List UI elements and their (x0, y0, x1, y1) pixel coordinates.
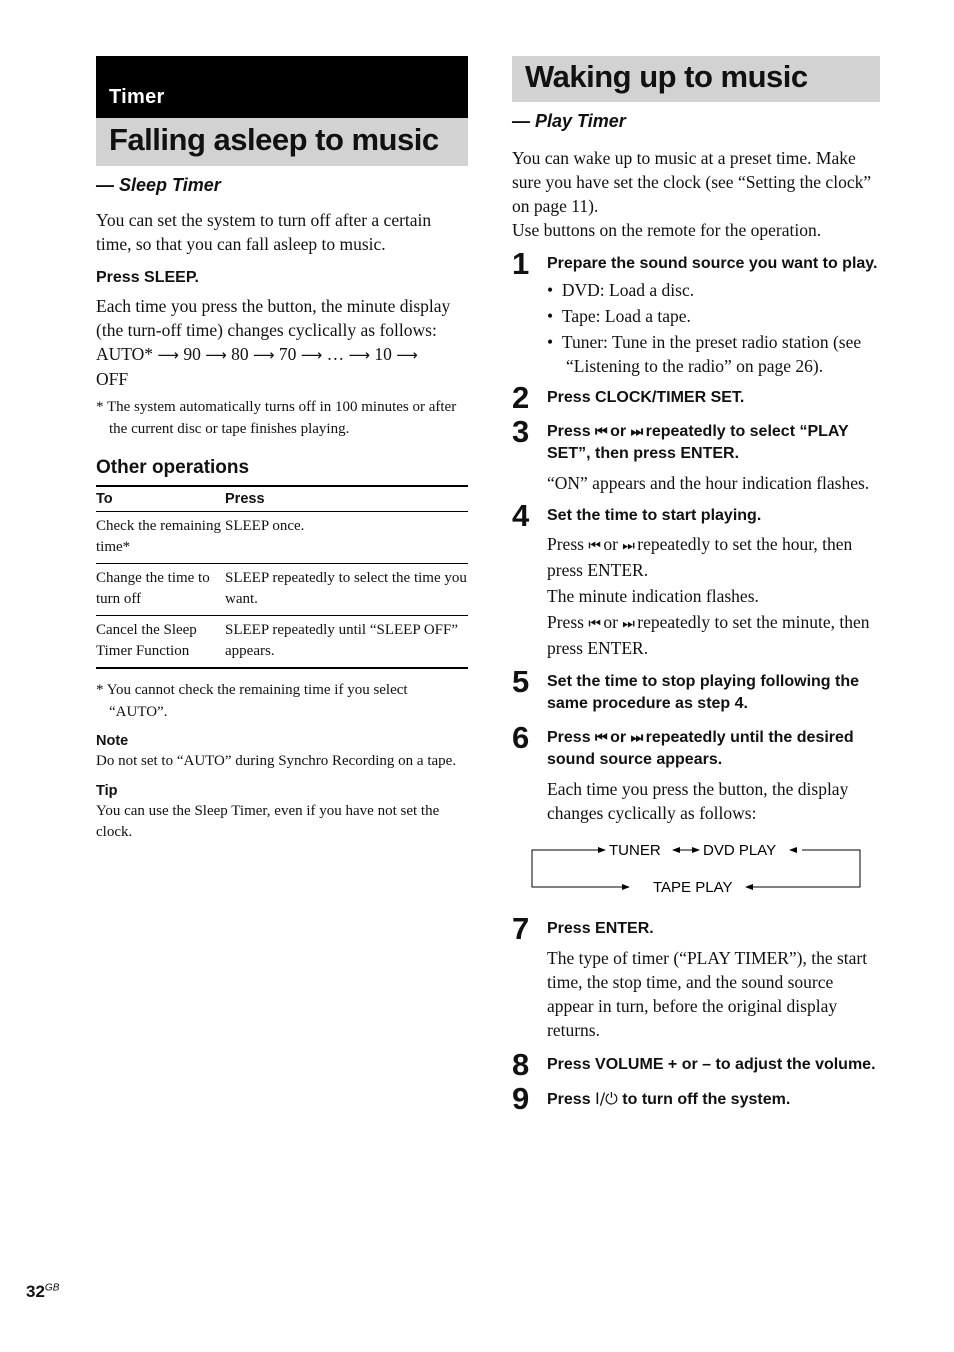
step-number: 1 (512, 246, 529, 281)
tuner-label: TUNER (609, 842, 661, 859)
table-cell: Check the remaining time* (96, 518, 221, 555)
dvd-play-label: DVD PLAY (703, 842, 777, 859)
table-cell: SLEEP repeatedly until “SLEEP OFF” appears. (225, 622, 459, 659)
step-number: 3 (512, 414, 529, 449)
step-5 (512, 664, 880, 715)
skip-forward-icon: ⏭ (630, 424, 642, 440)
list-item: • DVD: Load a disc. (547, 280, 695, 300)
page-title: Waking up to music (512, 56, 880, 102)
table-row (96, 564, 468, 616)
step-8 (512, 1047, 880, 1082)
note-text: Do not set to “AUTO” during Synchro Recording on a tape. (96, 753, 457, 769)
step-instruction: Press ENTER. (547, 920, 654, 937)
step-body: The type of timer (“PLAY TIMER”), the start time, the stop time, and the sound source appear in turn, before the original display returns. (547, 948, 868, 1040)
power-icon: I/⏻ (595, 1089, 618, 1108)
intro-text: You can set the system to turn off after a certain time, so that you can fall asleep to music. (96, 210, 432, 254)
step-number: 4 (512, 498, 529, 533)
step-instruction: Press ⏮ or ⏭ repeatedly to select “PLAY SET”, then press ENTER. (547, 423, 849, 462)
step-number: 5 (512, 664, 529, 699)
table-header-row (96, 486, 468, 512)
step-instruction: Set the time to stop playing following the same procedure as step 4. (547, 673, 859, 712)
step-6 (512, 720, 880, 825)
skip-back-icon: ⏮ (595, 424, 606, 440)
step-number: 7 (512, 911, 529, 946)
arrow-right-icon: ⟶ (252, 346, 275, 364)
section-header: Timer (96, 56, 468, 118)
step-7 (512, 911, 880, 1042)
table-header: Press (225, 491, 265, 507)
table-row (96, 512, 468, 564)
list-item: • Tape: Load a tape. (547, 306, 691, 326)
step-body: Press ⏮ or ⏭ repeatedly to set the hour, then press ENTER. (547, 534, 853, 580)
skip-back-icon: ⏮ (588, 538, 599, 554)
arrow-right-icon: ⟶ (348, 346, 370, 364)
skip-forward-icon: ⏭ (622, 538, 633, 554)
tape-play-label: TAPE PLAY (653, 879, 733, 896)
step-number: 2 (512, 380, 529, 415)
step-instruction: Set the time to start playing. (547, 507, 762, 524)
tip-label: Tip (96, 782, 118, 799)
step-1 (512, 246, 880, 378)
subtitle: — Sleep Timer (96, 175, 221, 195)
table-row (96, 616, 468, 669)
other-operations-heading: Other operations (96, 457, 250, 478)
step-instruction: Press CLOCK/TIMER SET. (547, 389, 745, 406)
note-label: Note (96, 733, 129, 749)
footnote: * The system automatically turns off in 100 minutes or after the current disc or tape finishes playing. (96, 399, 457, 437)
tip-text: You can use the Sleep Timer, even if you have not set the clock. (96, 802, 440, 840)
skip-back-icon: ⏮ (595, 730, 606, 746)
instruction: Press SLEEP. (96, 269, 199, 286)
step-instruction: Press VOLUME + or – to adjust the volume. (547, 1056, 876, 1073)
arrow-right-icon: ⟶ (300, 346, 323, 364)
step-instruction: Press I/⏻ to turn off the system. (547, 1089, 791, 1108)
intro-text: You can wake up to music at a preset time. Make sure you have set the clock (see “Setting the clock” on page 11). (512, 148, 872, 216)
step-number: 9 (512, 1081, 529, 1116)
step-2 (512, 380, 880, 415)
footnote: * You cannot check the remaining time if you select “AUTO”. (96, 682, 408, 720)
left-column (96, 56, 468, 844)
step-body: “ON” appears and the hour indication flashes. (547, 473, 870, 493)
table-header: To (96, 491, 113, 507)
page-title: Falling asleep to music (96, 118, 468, 166)
step-body: Each time you press the button, the display changes cyclically as follows: (547, 779, 849, 823)
table-cell: Change the time to turn off (96, 570, 210, 607)
skip-forward-icon: ⏭ (622, 616, 633, 632)
step-instruction: Prepare the sound source you want to play. (547, 255, 878, 272)
step-number: 6 (512, 720, 529, 755)
step-instruction: Press ⏮ or ⏭ repeatedly until the desired sound source appears. (547, 729, 854, 768)
step-body: Press ⏮ or ⏭ repeatedly to set the minute, then press ENTER. (547, 612, 870, 658)
step-4 (512, 498, 880, 660)
arrow-right-icon: ⟶ (205, 346, 227, 364)
right-column (512, 56, 880, 1116)
step-9 (512, 1081, 880, 1116)
table-cell: SLEEP once. (225, 518, 305, 534)
bullet-list (547, 278, 880, 378)
skip-back-icon: ⏮ (588, 616, 599, 632)
subtitle: — Play Timer (512, 111, 626, 131)
step-3 (512, 414, 880, 495)
operations-table (96, 485, 468, 669)
step-body: The minute indication flashes. (547, 586, 759, 606)
cycle-text: Each time you press the button, the minute display (the turn-off time) changes cyclically as follows: (96, 296, 451, 340)
page-number: $32^{GB}$ (26, 1282, 60, 1301)
intro-text: Use buttons on the remote for the operation. (512, 220, 822, 240)
step-number: 8 (512, 1047, 529, 1082)
table-cell: SLEEP repeatedly to select the time you want. (225, 570, 467, 607)
cycle-sequence: AUTO* ⟶ 90 ⟶ 80 ⟶ 70 ⟶ … ⟶ 10 ⟶ OFF (96, 344, 418, 389)
list-item: • Tuner: Tune in the preset radio station (see “Listening to the radio” on page 26). (547, 332, 862, 376)
table-cell: Cancel the Sleep Timer Function (96, 622, 197, 659)
source-cycle-diagram (512, 837, 880, 897)
arrow-right-icon: ⟶ (396, 346, 418, 364)
skip-forward-icon: ⏭ (630, 730, 642, 746)
arrow-right-icon: ⟶ (157, 346, 179, 364)
